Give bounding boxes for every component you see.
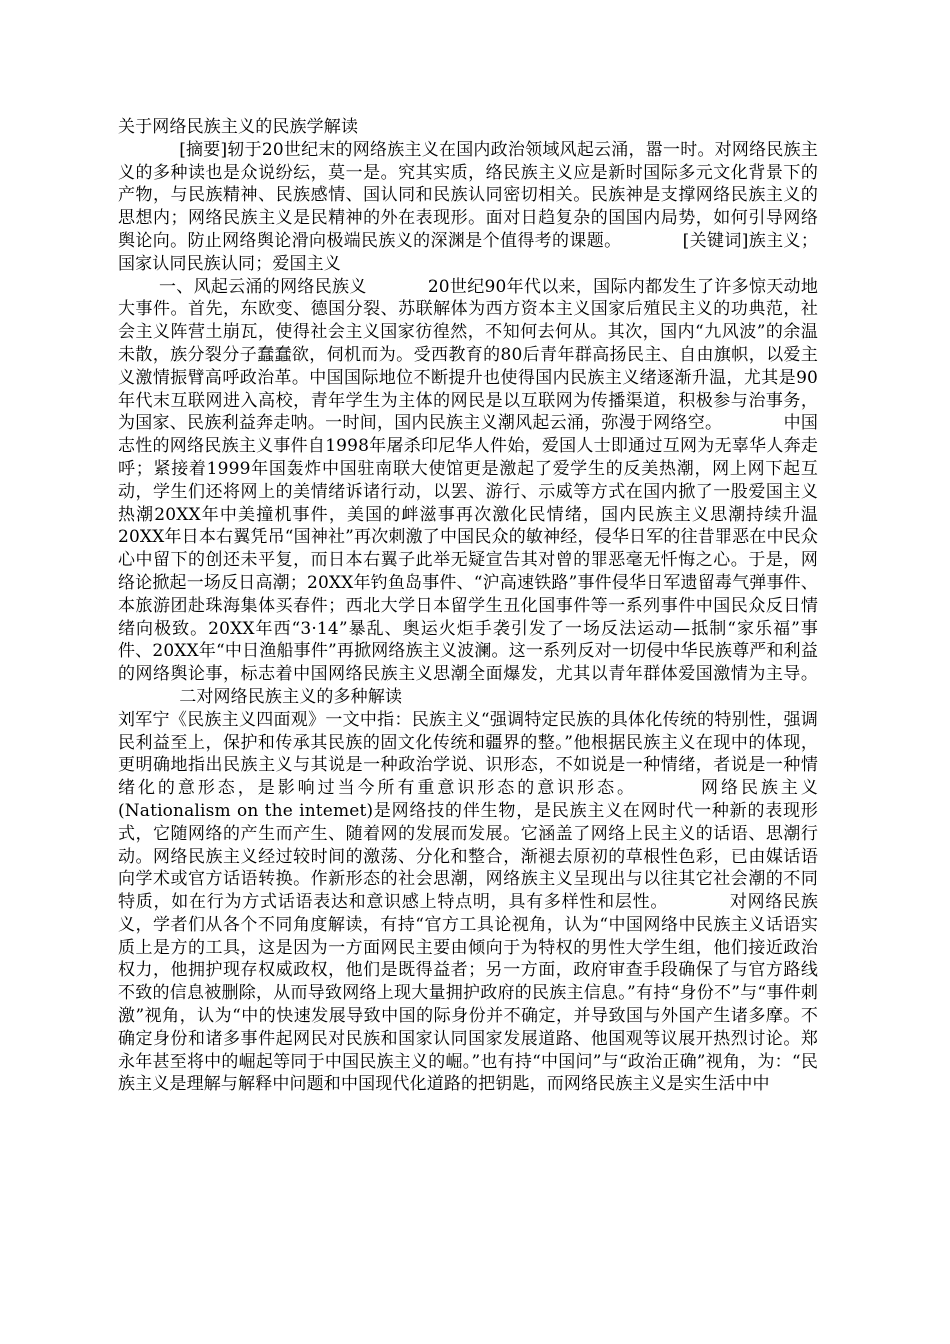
section2-paragraph-1: 刘军宁《民族主义四面观》一文中指：民族主义“强调特定民族的具体化传统的特别性，强调民利益至上，保护和传承其民族的固文化传统和疆界的整。”他根据民族主义在现中的体现，更明确地指出民族主义与其说是一种政治学说、识形态，不如说是一种情绪，者说是一种情绪化的意形态，是影响过当今所有重意识形态的意识形态。 <box>118 709 818 799</box>
section1-paragraph-1: 20世纪90年代以来，国际内都发生了许多惊天动地大事件。首先，东欧变、德国分裂、苏联解体为西方资本主义国家后殖民主义的功典范，社会主义阵营土崩瓦，使得社会主义国家彷徨然，不知何去何从。其次，国内“九风波”的余温未散，族分裂分子蠢蠢欲，伺机而为。受西教育的80后青年群高扬民主、自由旗帜，以爱主义激情振臂高呼政治革。中国国际地位不断提升也使得国内民族主义绪逐渐升温，尤其是90年代末互联网进入高校，青年学生为主体的网民是以互联网为传播渠道，积极参与治事务，为国家、民族利益奔走呐。一时间，国内民族主义潮风起云涌，弥漫于网络空。 <box>118 276 818 434</box>
paragraph-abstract <box>118 139 818 276</box>
paragraph-section1 <box>118 276 818 709</box>
section1-paragraph-2: 中国志性的网络民族主义事件自1998年屠杀印尼华人件始，爱国人士即通过互网为无辜华人奔走呼；紧接着1999年国轰炸中国驻南联大使馆更是激起了爱学生的反美热潮，网上网下起互动，学生们还将网上的美情绪诉诸行动，以罢、游行、示威等方式在国内掀了一股爱国主义热潮20XX年中美撞机事件，美国的衅滋事再次激化民情绪，国内民族主义思潮持续升温20XX年日本右翼凭吊“国神社”再次刺激了中国民众的敏神经，侵华日军的往昔罪恶在中民众心中留下的创还未平复，而日本右翼子此举无疑宣告其对曾的罪恶毫无忏悔之心。于是，网络论掀起一场反日高潮；20XX年钓鱼岛事件、“沪高速铁路”事件侵华日军遗留毒气弹事件、本旅游团赴珠海集体买春件；西北大学日本留学生丑化国事件等一系列事件中国民众反日情绪向极致。20XX年西“3·14”暴乱、奥运火炬手袭引发了一场反法运动—抵制“家乐福”事件、20XX年“中日渔船事件”再掀网络族主义波澜。这一系列反对一切侵中华民族尊严和利益的网络舆论事，标志着中国网络民族主义思潮全面爆发，尤其以青年群体爱国激情为主导。 <box>118 413 818 685</box>
paragraph-section2 <box>118 709 818 1097</box>
section1-heading: 一、风起云涌的网络民族义 <box>158 276 367 297</box>
section2-paragraph-3: 对网络民族义，学者们从各个不同角度解读，有持“官方工具论视角，认为“中国网络中民族主义话语实质上是方的工具，这是因为一方面网民主要由倾向于为特权的男性大学生组，他们接近政治权力，他拥护现存权威政权，他们是既得益者；另一方面，政府审查手段确保了与官方路线不致的信息被删除，从而导致网络上现大量拥护政府的民族主信息。”有持“身份不”与“事件刺激”视角，认为“中的快速发展导致中国的际身份并不确定，并导致国与外国产生诸多摩。不确定身份和诸多事件起网民对民族和国家认同国家发展道路、他国观等议展开热烈讨论。郑永年甚至将中的崛起等同于中国民族主义的崛。”也有持“中国问”与“政治正确”视角，为：“民族主义是理解与解释中问题和中国现代化道路的把钥匙，而网络民族主义是实生活中中 <box>118 892 819 1095</box>
abstract-text: [摘要]轫于20世纪末的网络族主义在国内政治领域风起云涌，嚣一时。对网络民族主义的多种读也是众说纷纭，莫一是。究其实质，络民族主义应是新时国际多元文化背景下的产物，与民族精神、民族感情、国认同和民族认同密切相关。民族神是支撑网络民族主义的思想内；网络民族主义是民精神的外在表现形。面对日趋复杂的国国内局势，如何引导网络舆论向。防止网络舆论滑向极端民族义的深渊是个值得考的课题。 <box>118 139 818 251</box>
keywords-text: [关键词]族主义；国家认同民族认同；爱国主义 <box>118 230 818 274</box>
section2-paragraph-2: 网络民族主义(Nationalism on the intemet)是网络技的伴生物，是民族主义在网时代一种新的表现形式，它随网络的产生而产生、随着网的发展而发展。它涵盖了网络上民主义的话语、思潮行动。网络民族主义经过较时间的激荡、分化和整合，渐褪去原初的草根性色彩，已由媒话语向学术或官方话语转换。作新形态的社会思潮，网络族主义呈现出与以往其它社会潮的不同特质，如在行为方式话语表达和意识感上特点明，具有多样性和层性。 <box>118 778 818 913</box>
document-body <box>118 116 818 1096</box>
document-title: 关于网络民族主义的民族学解读 <box>118 117 359 137</box>
section2-heading: 二对网络民族主义的多种解读 <box>179 686 403 707</box>
